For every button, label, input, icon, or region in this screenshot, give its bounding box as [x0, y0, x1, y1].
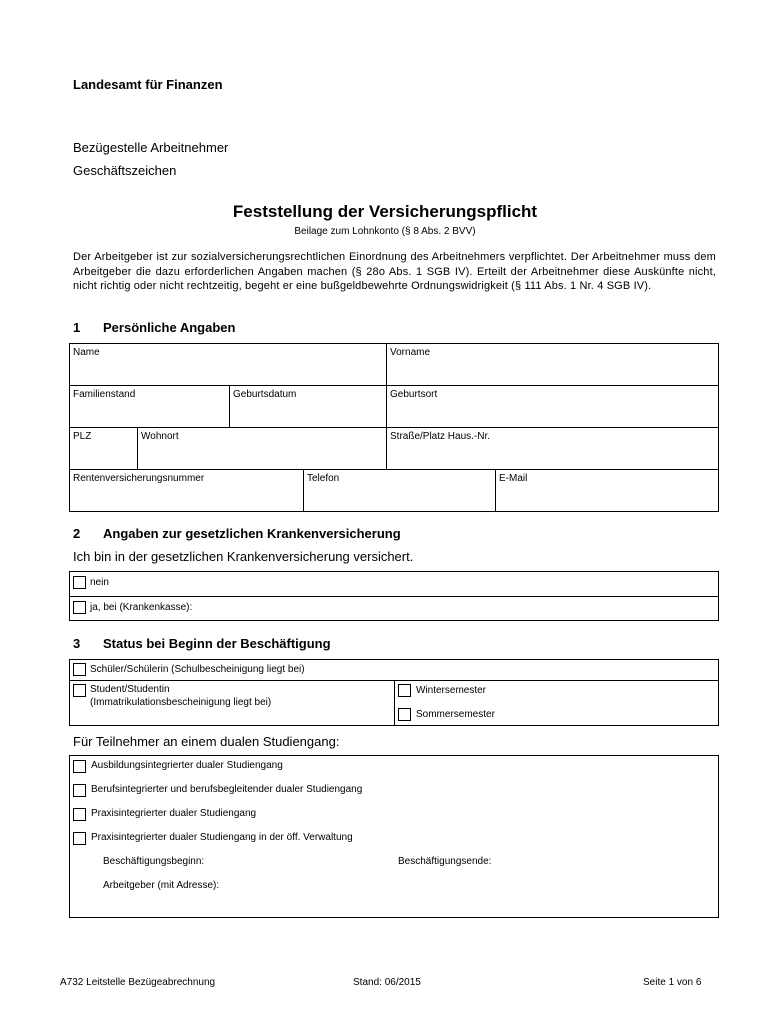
section-2-title: Angaben zur gesetzlichen Krankenversicherung: [103, 526, 401, 541]
field-strasse[interactable]: Straße/Platz Haus.-Nr.: [390, 431, 491, 442]
footer-version: Stand: 06/2015: [353, 977, 421, 988]
footer-page-number: Seite 1 von 6: [643, 977, 702, 988]
field-familienstand[interactable]: Familienstand: [73, 389, 136, 400]
option-sommersemester-label: Sommersemester: [416, 709, 495, 720]
field-name[interactable]: Name: [73, 347, 100, 358]
section-2-heading: [73, 526, 401, 541]
field-geburtsdatum[interactable]: Geburtsdatum: [233, 389, 297, 400]
intro-paragraph: Der Arbeitgeber ist zur sozialversicherungsrechtlichen Einordnung des Arbeitnehmers verpflichtet. Der Arbeitnehmer muss dem Arbeitgeber die dazu erforderlichen Angaben machen (§ 28o Abs. 1 SGB IV). Erteilt der Arbeitnehmer diese Auskünfte nicht, nicht richtig oder nicht rechtzeitig, begeht er eine bußgeldbewehrte Ordnungswidrigkeit (§ 111 Abs. 1 Nr. 4 SGB IV).: [73, 251, 716, 292]
sender-name: Landesamt für Finanzen: [73, 77, 223, 92]
field-beschaeftigungsbeginn[interactable]: Beschäftigungsbeginn:: [103, 856, 205, 867]
checkbox-dual-4[interactable]: [73, 832, 86, 845]
section-2-lead: Ich bin in der gesetzlichen Krankenversicherung versichert.: [73, 549, 414, 564]
option-student-note: (Immatrikulationsbescheinigung liegt bei): [90, 697, 272, 708]
dual-option-3-label: Praxisintegrierter dualer Studiengang: [91, 808, 257, 819]
option-ja-label: ja, bei (Krankenkasse):: [90, 602, 193, 613]
section-1-title: Persönliche Angaben: [103, 320, 236, 335]
section-3-heading: [73, 636, 331, 651]
checkbox-nein[interactable]: [73, 576, 86, 589]
checkbox-schueler[interactable]: [73, 663, 86, 676]
section-3-number: 3: [73, 636, 81, 651]
dual-option-1-label: Ausbildungsintegrierter dualer Studiengang: [91, 760, 283, 771]
section-2-number: 2: [73, 526, 81, 541]
checkbox-sommersemester[interactable]: [398, 708, 411, 721]
reference-label: Geschäftszeichen: [73, 163, 177, 178]
checkbox-dual-1[interactable]: [73, 760, 86, 773]
section-1-heading: [73, 320, 235, 335]
option-nein-label: nein: [90, 577, 109, 588]
section-1-number: 1: [73, 320, 81, 335]
field-rentenversicherungsnummer[interactable]: Rentenversicherungsnummer: [73, 473, 205, 484]
page-subtitle: Beilage zum Lohnkonto (§ 8 Abs. 2 BVV): [294, 226, 476, 237]
option-wintersemester-label: Wintersemester: [416, 685, 487, 696]
footer-form-id: A732 Leitstelle Bezügeabrechnung: [60, 977, 216, 988]
checkbox-dual-2[interactable]: [73, 784, 86, 797]
section-3-title: Status bei Beginn der Beschäftigung: [103, 636, 331, 651]
field-geburtsort[interactable]: Geburtsort: [390, 389, 438, 400]
checkbox-wintersemester[interactable]: [398, 684, 411, 697]
field-telefon[interactable]: Telefon: [307, 473, 340, 484]
field-arbeitgeber[interactable]: Arbeitgeber (mit Adresse):: [103, 880, 220, 891]
dual-option-4-label: Praxisintegrierter dualer Studiengang in der öff. Verwaltung: [91, 832, 353, 843]
checkbox-student[interactable]: [73, 684, 86, 697]
option-schueler-label: Schüler/Schülerin (Schulbescheinigung liegt bei): [90, 664, 305, 675]
dual-study-lead: Für Teilnehmer an einem dualen Studiengang:: [73, 734, 340, 749]
department: Bezügestelle Arbeitnehmer: [73, 140, 229, 155]
checkbox-dual-3[interactable]: [73, 808, 86, 821]
field-email[interactable]: E-Mail: [499, 473, 528, 484]
field-beschaeftigungsende[interactable]: Beschäftigungsende:: [398, 856, 492, 867]
field-wohnort[interactable]: Wohnort: [141, 431, 179, 442]
field-plz[interactable]: PLZ: [73, 431, 92, 442]
dual-option-2-label: Berufsintegrierter und berufsbegleitender dualer Studiengang: [91, 784, 363, 795]
field-vorname[interactable]: Vorname: [390, 347, 431, 358]
page-title: Feststellung der Versicherungspflicht: [232, 202, 538, 221]
checkbox-ja[interactable]: [73, 601, 86, 614]
option-student-label: Student/Studentin: [90, 684, 170, 695]
